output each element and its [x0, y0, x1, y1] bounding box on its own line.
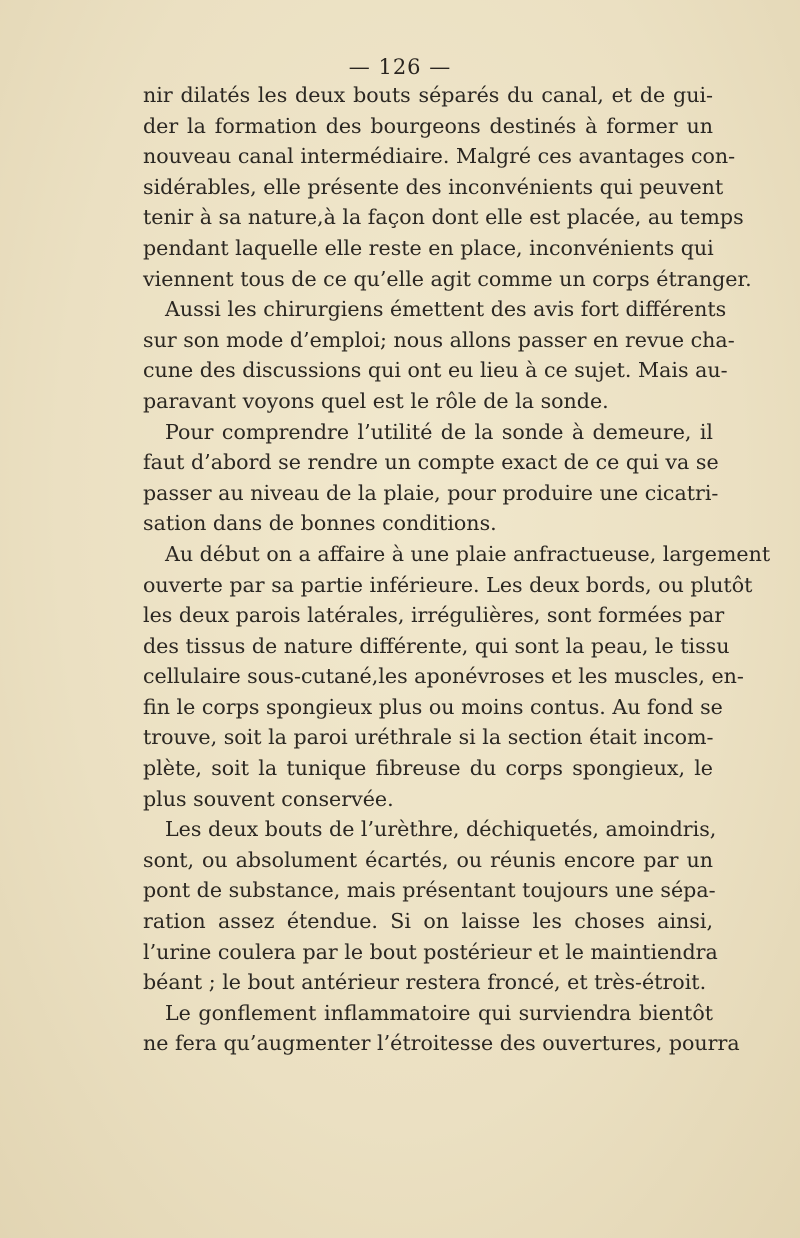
text-line: les deux parois latérales, irrégulières, sont formées par — [143, 603, 725, 628]
text-line: tenir à sa nature,à la façon dont elle est placée, au temps — [143, 205, 744, 230]
text-line: fin le corps spongieux plus ou moins contus. Au fond se — [143, 694, 723, 719]
paragraph — [143, 814, 718, 998]
text-line: plus souvent conservée. — [143, 786, 394, 811]
text-line: béant ; le bout antérieur restera froncé, et très-étroit. — [143, 970, 707, 995]
body-text — [143, 80, 771, 1059]
text-line: cellulaire sous-cutané,les aponévroses et les muscles, en- — [143, 664, 744, 689]
text-line: Pour comprendre l’utilité de la sonde à demeure, il — [165, 419, 713, 444]
paragraph — [143, 80, 752, 294]
text-line: ouverte par sa partie inférieure. Les deux bords, ou plutôt — [143, 572, 753, 597]
paragraph — [143, 998, 740, 1059]
text-line: paravant voyons quel est le rôle de la sonde. — [143, 388, 609, 413]
text-line: sation dans de bonnes conditions. — [143, 511, 497, 536]
paragraph — [143, 294, 735, 416]
text-line: Les deux bouts de l’urèthre, déchiquetés, amoindris, — [165, 817, 717, 842]
text-line: trouve, soit la paroi uréthrale si la section était incom- — [143, 725, 714, 750]
text-line: nouveau canal intermédiaire. Malgré ces avantages con- — [143, 144, 736, 169]
text-line: plète, soit la tunique fibreuse du corps spongieux, le — [143, 756, 713, 781]
text-line: ration assez étendue. Si on laisse les choses ainsi, — [143, 909, 713, 934]
text-line: der la formation des bourgeons destinés à former un — [143, 113, 713, 138]
text-line: faut d’abord se rendre un compte exact de ce qui va se — [143, 450, 719, 475]
text-line: sur son mode d’emploi; nous allons passer en revue cha- — [143, 327, 735, 352]
text-line: viennent tous de ce qu’elle agit comme un corps étranger. — [143, 266, 752, 291]
text-line: sont, ou absolument écartés, ou réunis encore par un — [143, 847, 713, 872]
paragraph — [143, 539, 771, 814]
text-line: Au début on a affaire à une plaie anfractueuse, largement — [165, 541, 771, 566]
text-line: passer au niveau de la plaie, pour produire une cicatri- — [143, 480, 719, 505]
paragraph — [143, 417, 719, 539]
text-line: pendant laquelle elle reste en place, inconvénients qui — [143, 235, 714, 260]
text-line: cune des discussions qui ont eu lieu à ce sujet. Mais au- — [143, 358, 728, 383]
text-line: l’urine coulera par le bout postérieur et le maintiendra — [143, 939, 718, 964]
text-line: sidérables, elle présente des inconvénients qui peuvent — [143, 174, 724, 199]
text-line: ne fera qu’augmenter l’étroitesse des ouvertures, pourra — [143, 1031, 740, 1056]
text-line: des tissus de nature différente, qui sont la peau, le tissu — [143, 633, 730, 658]
text-line: pont de substance, mais présentant toujours une sépa- — [143, 878, 716, 903]
text-line: nir dilatés les deux bouts séparés du canal, et de gui- — [143, 83, 713, 107]
text-line: Aussi les chirurgiens émettent des avis fort différents — [165, 297, 727, 322]
text-line: Le gonflement inflammatoire qui surviendra bientôt — [165, 1000, 713, 1025]
page-number: — 126 — — [348, 55, 452, 79]
